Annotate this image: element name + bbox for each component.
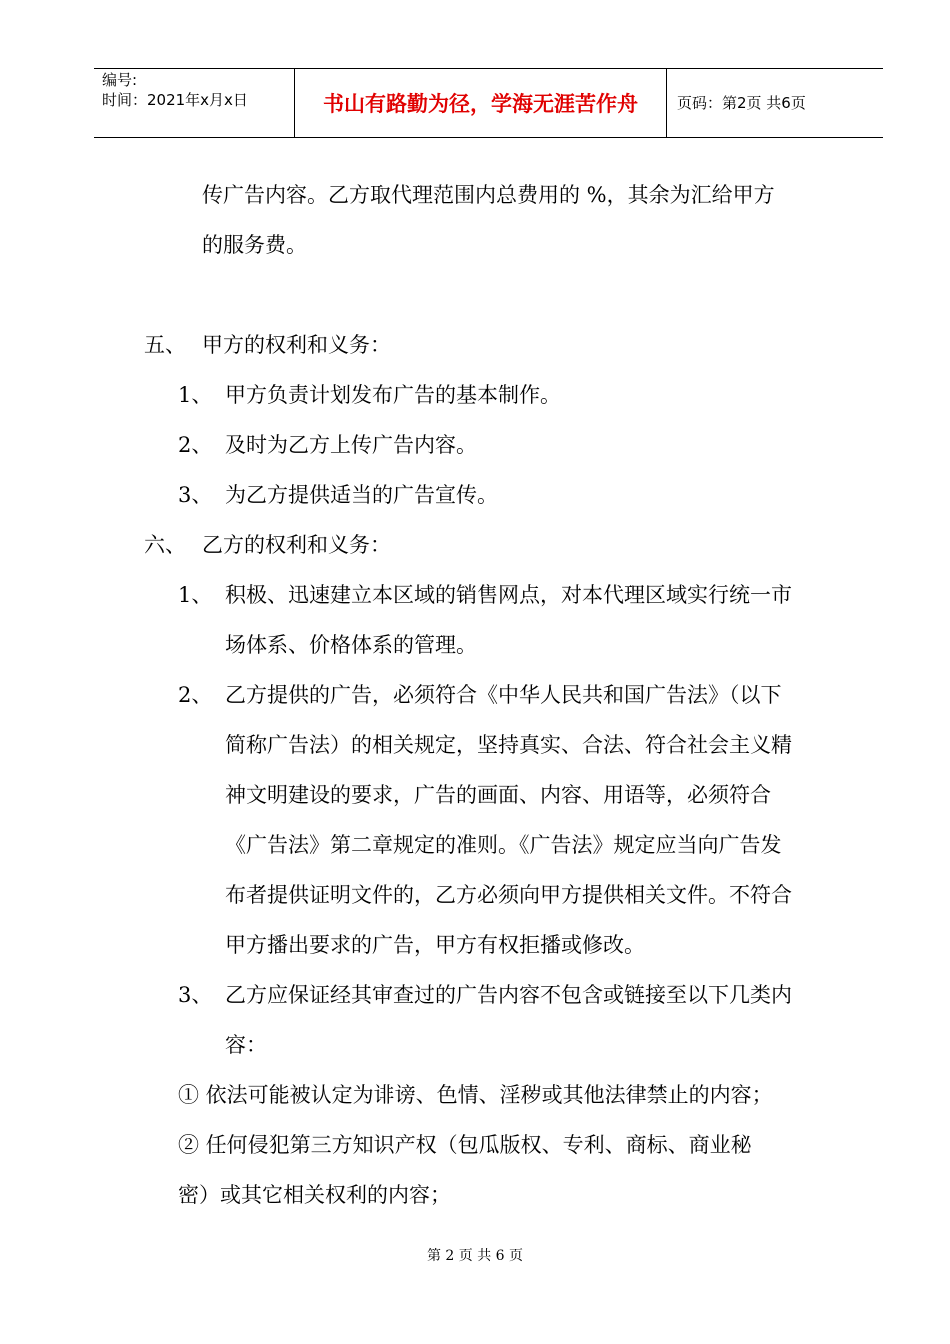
list-item-continuation: 场体系、价格体系的管理。 xyxy=(225,633,477,657)
list-item: 及时为乙方上传广告内容。 xyxy=(225,433,477,457)
list-item-continuation: 神文明建设的要求，广告的画面、内容、用语等，必须符合 xyxy=(225,783,771,807)
page-footer: 第 2 页 共 6 页 xyxy=(426,1248,524,1264)
list-item-continuation: 布者提供证明文件的，乙方必须向甲方提供相关文件。不符合 xyxy=(225,883,792,907)
list-number: 2、 xyxy=(178,433,213,457)
list-item-continuation: 甲方播出要求的广告，甲方有权拒播或修改。 xyxy=(225,933,645,957)
section-heading: 乙方的权利和义务： xyxy=(202,533,391,557)
paragraph-line: 传广告内容。乙方取代理范围内总费用的 %，其余为汇给甲方 xyxy=(202,183,775,207)
list-number: 1、 xyxy=(178,583,213,607)
section-number: 五、 xyxy=(144,333,186,357)
list-number: 3、 xyxy=(178,983,213,1007)
list-number: 2、 xyxy=(178,683,213,707)
section-number: 六、 xyxy=(144,533,186,557)
list-item: 乙方应保证经其审查过的广告内容不包含或链接至以下几类内 xyxy=(225,983,792,1007)
list-item: 积极、迅速建立本区域的销售网点，对本代理区域实行统一市 xyxy=(225,583,792,607)
list-item: 甲方负责计划发布广告的基本制作。 xyxy=(225,383,561,407)
list-item: 乙方提供的广告，必须符合《中华人民共和国广告法》（以下 xyxy=(225,683,782,707)
circled-list-item: ② 任何侵犯第三方知识产权（包瓜版权、专利、商标、商业秘 xyxy=(178,1133,752,1157)
header-meta-cell xyxy=(94,69,294,137)
section-heading: 甲方的权利和义务： xyxy=(202,333,391,357)
code-label: 编号: xyxy=(102,71,138,89)
header-motto-cell xyxy=(294,69,667,137)
header-motto: 书山有路勤为径，学海无涯苦作舟 xyxy=(323,92,638,116)
paragraph-line: 的服务费。 xyxy=(202,233,307,257)
list-item: 为乙方提供适当的广告宣传。 xyxy=(225,483,498,507)
circled-list-item: ① 依法可能被认定为诽谤、色情、淫秽或其他法律禁止的内容； xyxy=(178,1083,773,1107)
list-item-continuation: 密）或其它相关权利的内容； xyxy=(178,1183,451,1207)
list-item-continuation: 《广告法》第二章规定的准则。《广告法》规定应当向广告发 xyxy=(225,833,782,857)
list-item-continuation: 容： xyxy=(225,1033,267,1057)
list-number: 1、 xyxy=(178,383,213,407)
header-page-cell xyxy=(667,69,883,137)
list-number: 3、 xyxy=(178,483,213,507)
list-item-continuation: 简称广告法）的相关规定，坚持真实、合法、符合社会主义精 xyxy=(225,733,792,757)
time-label: 时间：2021年x月x日 xyxy=(102,91,248,109)
document-header xyxy=(94,68,883,138)
header-page-number: 页码：第2页 共6页 xyxy=(677,94,806,112)
